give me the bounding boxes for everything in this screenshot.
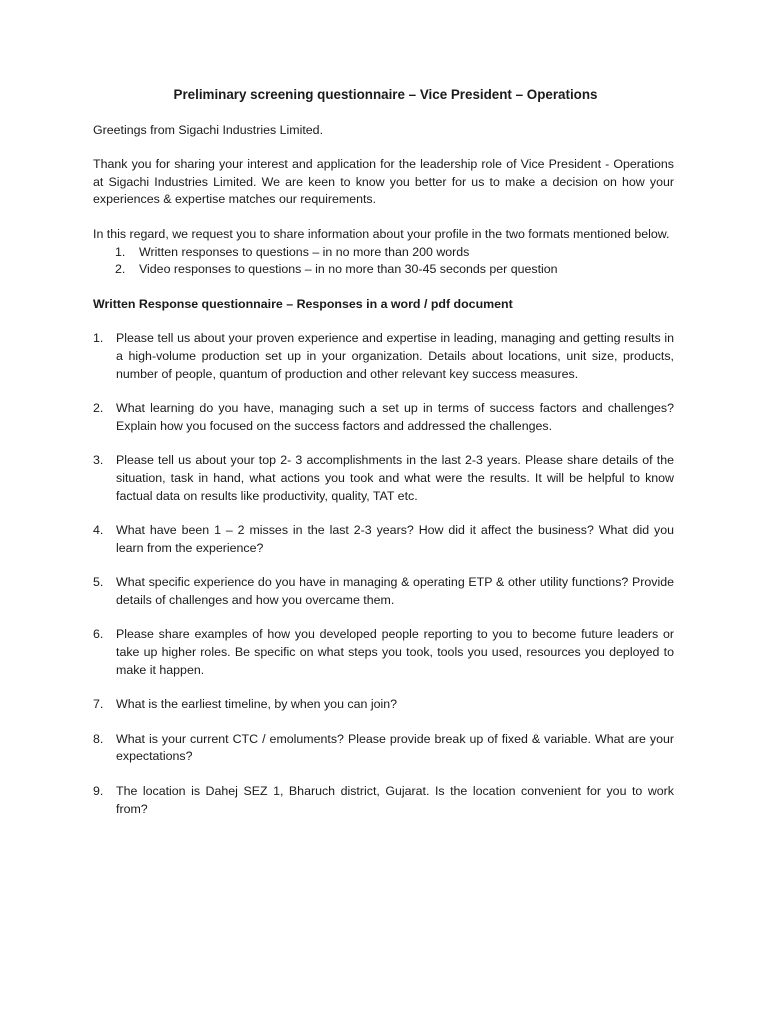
question-text: The location is Dahej SEZ 1, Bharuch district, Gujarat. Is the location convenient for you to work from? — [116, 784, 674, 816]
question-text: Please tell us about your top 2- 3 accomplishments in the last 2-3 years. Please share details of the situation, task in hand, what actions you took and what were the results. It will be helpful to know factual data on results like productivity, quality, TAT etc. — [116, 453, 674, 503]
question-text: Please share examples of how you developed people reporting to you to become future leaders or take up higher roles. Be specific on what steps you took, tools you used, resources you deployed to make it happen. — [116, 627, 674, 677]
question-item — [93, 731, 674, 766]
question-number: 2. — [93, 401, 104, 416]
list-item-text: Video responses to questions – in no more than 30-45 seconds per question — [139, 262, 558, 277]
question-number: 9. — [93, 784, 104, 799]
question-item — [93, 452, 674, 505]
question-number: 7. — [93, 697, 104, 712]
question-text: What have been 1 – 2 misses in the last 2-3 years? How did it affect the business? What did you learn from the experience? — [116, 523, 674, 555]
document-title: Preliminary screening questionnaire – Vice President – Operations — [173, 87, 598, 102]
question-text: Please tell us about your proven experience and expertise in leading, managing and getting results in a high-volume production set up in your organization. Details about locations, unit size, products, number of people, quantum of production and other relevant key success measures. — [116, 331, 674, 381]
question-number: 1. — [93, 331, 104, 346]
list-item-text: Written responses to questions – in no more than 200 words — [139, 244, 470, 259]
question-item — [93, 574, 674, 609]
question-item — [93, 330, 674, 383]
section-heading: Written Response questionnaire – Responses in a word / pdf document — [93, 296, 513, 311]
question-item — [93, 626, 674, 679]
list-item — [93, 261, 674, 279]
list-item — [93, 244, 674, 262]
list-item-number: 2. — [115, 262, 126, 277]
intro-paragraph: Thank you for sharing your interest and application for the leadership role of Vice President - Operations at Sigachi Industries Limited. We are keen to know you better for us to make a decision on how your experiences & expertise matches our requirements. — [93, 157, 674, 207]
question-text: What is your current CTC / emoluments? Please provide break up of fixed & variable. What are your expectations? — [116, 731, 674, 764]
question-number: 5. — [93, 575, 104, 590]
question-text: What specific experience do you have in managing & operating ETP & other utility functions? Provide details of challenges and how you overcame them. — [116, 575, 674, 607]
questions-list — [93, 330, 674, 818]
question-number: 8. — [93, 731, 104, 746]
question-number: 4. — [93, 523, 104, 538]
list-item-number: 1. — [115, 244, 126, 259]
question-text: What is the earliest timeline, by when you can join? — [116, 697, 397, 712]
question-item — [93, 696, 674, 714]
question-item — [93, 522, 674, 557]
question-item — [93, 400, 674, 435]
question-item — [93, 783, 674, 818]
question-number: 6. — [93, 627, 104, 642]
request-paragraph: In this regard, we request you to share information about your profile in the two formats mentioned below. — [93, 226, 670, 241]
greeting-paragraph: Greetings from Sigachi Industries Limited. — [93, 122, 324, 137]
question-number: 3. — [93, 453, 104, 468]
response-formats-list — [93, 244, 674, 279]
question-text: What learning do you have, managing such a set up in terms of success factors and challenges? Explain how you focused on the success factors and addressed the challenges. — [116, 401, 674, 433]
